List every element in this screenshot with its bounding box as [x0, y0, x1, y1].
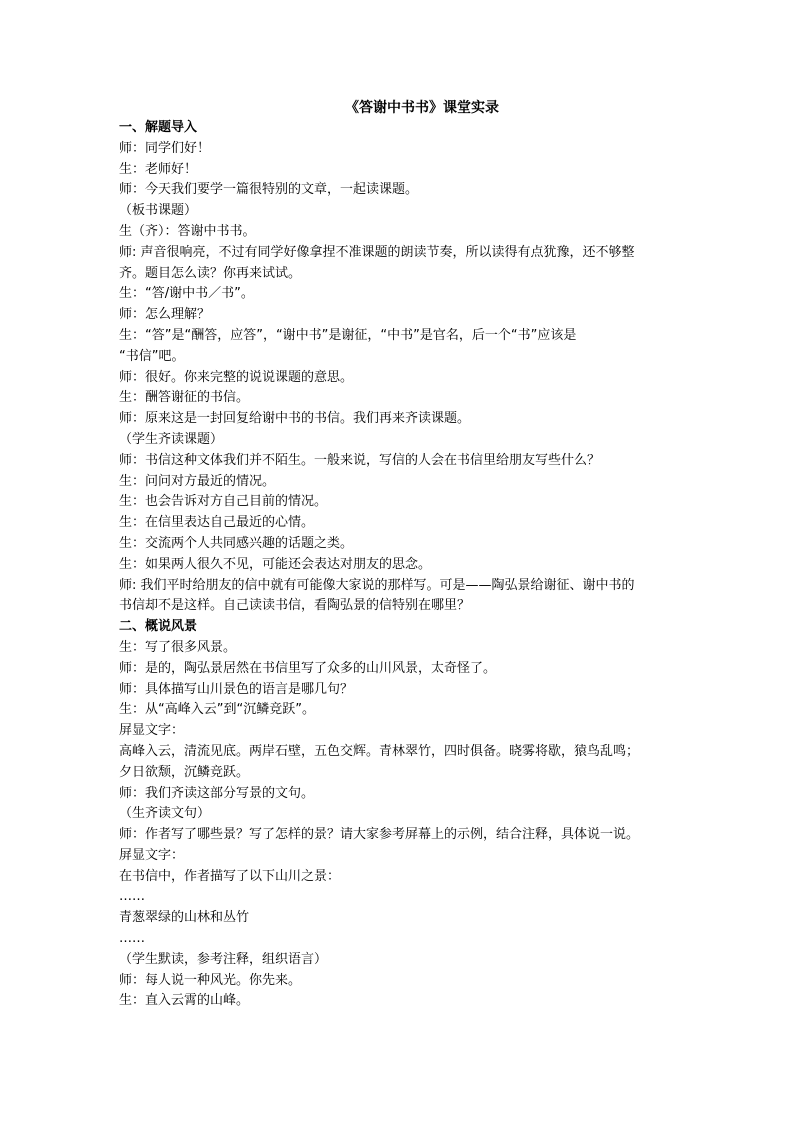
transcript-line: 在书信中，作者描写了以下山川之景： — [119, 868, 341, 884]
transcript-line: 生：也会告诉对方自己目前的情况。 — [119, 494, 328, 510]
transcript-line: 生：老师好！ — [119, 161, 198, 177]
transcript-line: 生：交流两个人共同感兴趣的话题之类。 — [119, 535, 354, 551]
transcript-line: 师：作者写了哪些景？写了怎样的景？请大家参考屏幕上的示例，结合注释，具体说一说。 — [119, 827, 640, 843]
transcript-line: 齐。题目怎么读？你再来试试。 — [119, 265, 302, 281]
transcript-line: 青葱翠绿的山林和丛竹 — [119, 910, 250, 926]
transcript-line: （学生默读，参考注释，组织语言） — [119, 951, 328, 967]
transcript-line: 生：在信里表达自己最近的心情。 — [119, 515, 315, 531]
transcript-line: 生（齐）：答谢中书书。 — [119, 223, 256, 239]
transcript-line: 生：“答”是“酬答，应答”，“谢中书”是谢征，“中书”是官名，后一个“书”应该是 — [119, 327, 577, 343]
transcript-line: 生：问问对方最近的情况。 — [119, 473, 276, 489]
transcript-line: 屏显文字： — [119, 723, 185, 739]
transcript-line: …… — [119, 889, 145, 905]
transcript-line: 师: 声音很响亮，不过有同学好像拿捏不准课题的朗读节奏，所以读得有点犹豫，还不够整 — [119, 244, 635, 260]
transcript-line: 师：很好。你来完整的说说课题的意思。 — [119, 369, 354, 385]
transcript-line: 生：如果两人很久不见，可能还会表达对朋友的思念。 — [119, 556, 432, 572]
transcript-line: 师：同学们好！ — [119, 140, 211, 156]
transcript-line: 夕日欲颓，沉鳞竞跃。 — [119, 764, 250, 780]
transcript-line: “书信”吧。 — [119, 348, 185, 364]
transcript-line: 生：直入云霄的山峰。 — [119, 993, 250, 1009]
transcript-line: 师：是的，陶弘景居然在书信里写了众多的山川风景，太奇怪了。 — [119, 660, 497, 676]
transcript-line: 高峰入云，清流见底。两岸石壁，五色交辉。青林翠竹，四时俱备。晓雾将歇，猿鸟乱鸣； — [119, 743, 640, 759]
transcript-line: 师：原来这是一封回复给谢中书的书信。我们再来齐读课题。 — [119, 411, 471, 427]
transcript-line: （板书课题） — [119, 203, 198, 219]
transcript-line: 师：每人说一种风光。你先来。 — [119, 972, 302, 988]
transcript-lines — [119, 118, 685, 1012]
transcript-line: 生：酬答谢征的书信。 — [119, 390, 250, 406]
transcript-line: （生齐读文句） — [119, 806, 211, 822]
transcript-line: 师：怎么理解？ — [119, 307, 211, 323]
transcript-line: …… — [119, 931, 145, 947]
transcript-line: 生：从“高峰入云”到“沉鳞竞跃”。 — [119, 702, 315, 718]
transcript-line: 书信却不是这样。自己读读书信，看陶弘景的信特别在哪里？ — [119, 598, 471, 614]
transcript-line: 屏显文字： — [119, 847, 185, 863]
section-heading: 一、解题导入 — [119, 120, 198, 135]
document-body — [119, 98, 685, 1012]
document-title: 《答谢中书书》课堂实录 — [345, 100, 499, 116]
transcript-line: 师: 我们平时给朋友的信中就有可能像大家说的那样写。可是——陶弘景给谢征、谢中书的 — [119, 577, 635, 593]
transcript-line: 生：“答/谢中书／书”。 — [119, 286, 254, 302]
transcript-line: 师：书信这种文体我们并不陌生。一般来说，写信的人会在书信里给朋友写些什么？ — [119, 452, 601, 468]
section-heading: 二、概说风景 — [119, 619, 198, 635]
transcript-line: 师：具体描写山川景色的语言是哪几句？ — [119, 681, 354, 697]
transcript-line: 师：今天我们要学一篇很特别的文章，一起读课题。 — [119, 182, 419, 198]
transcript-line: （学生齐读课题） — [119, 431, 224, 447]
transcript-line: 师：我们齐读这部分写景的文句。 — [119, 785, 315, 801]
transcript-line: 生：写了很多风景。 — [119, 639, 237, 655]
